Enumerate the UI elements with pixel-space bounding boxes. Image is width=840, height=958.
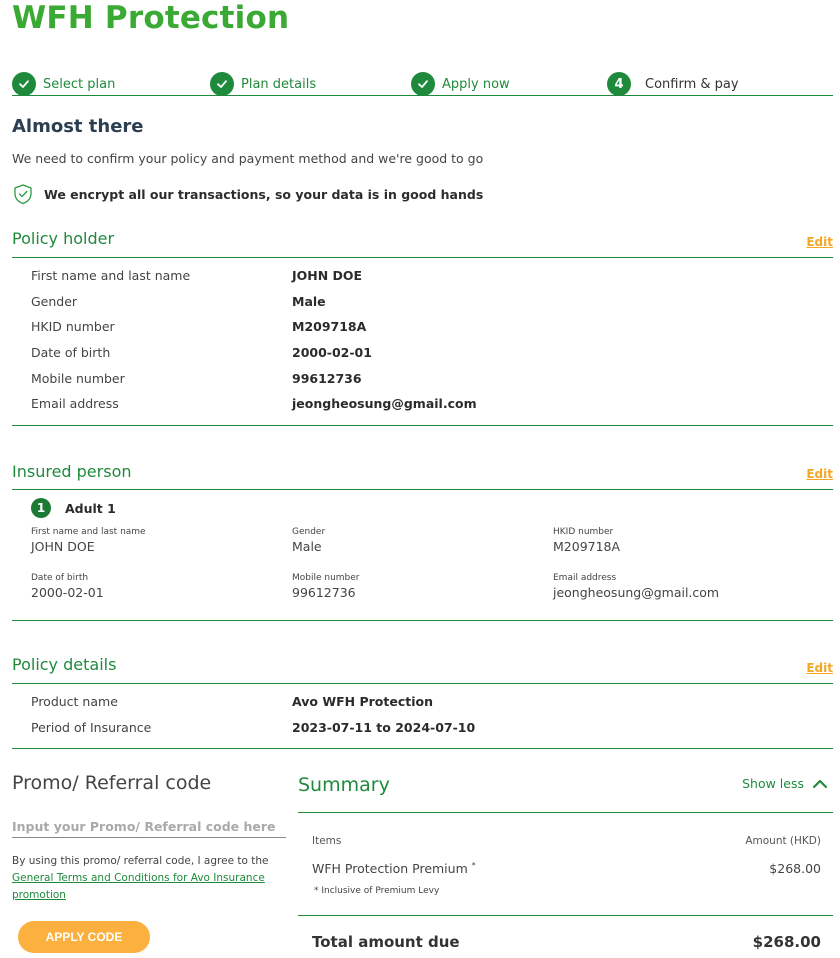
divider [12, 257, 833, 258]
field-value: 2000-02-01 [292, 345, 372, 360]
premium-mark: * [471, 861, 476, 870]
field-label: Mobile number [292, 573, 360, 583]
insured-field [31, 527, 146, 554]
policy-details-row [31, 720, 475, 740]
summary-title: Summary [298, 774, 390, 796]
step-select-plan[interactable] [12, 72, 115, 96]
insured-field [292, 573, 360, 600]
step-confirm-pay [607, 72, 739, 96]
field-value: JOHN DOE [31, 539, 95, 554]
section-heading: Almost there [12, 116, 144, 137]
field-value: 2000-02-01 [31, 585, 104, 600]
encrypt-note-text: We encrypt all our transactions, so your data is in good hands [44, 186, 484, 202]
promo-note-text: By using this promo/ referral code, I agree to the [12, 855, 269, 867]
step-plan-details[interactable] [210, 72, 316, 96]
show-less-toggle[interactable] [742, 776, 828, 791]
divider [298, 915, 833, 916]
field-value: 2023-07-11 to 2024-07-10 [292, 720, 476, 735]
policy-details-title: Policy details [12, 655, 117, 674]
levy-note: * Inclusive of Premium Levy [314, 886, 440, 896]
field-label: HKID number [553, 527, 614, 537]
total-label: Total amount due [312, 933, 460, 951]
field-label: First name and last name [31, 268, 191, 283]
page-title: WFH Protection [12, 0, 290, 36]
divider [12, 425, 833, 426]
field-value: M209718A [292, 319, 367, 334]
insured-person-title: Insured person [12, 462, 132, 481]
field-label: Period of Insurance [31, 720, 152, 735]
field-label: Date of birth [31, 573, 89, 583]
amount-header: Amount (HKD) [745, 835, 821, 847]
step-apply-now[interactable] [411, 72, 510, 96]
insured-field [553, 527, 620, 554]
policy-holder-row [31, 294, 326, 314]
policy-holder-row [31, 371, 362, 391]
field-value: 99612736 [292, 371, 362, 386]
field-value: Male [292, 539, 322, 554]
apply-code-button[interactable]: APPLY CODE [18, 921, 150, 953]
field-value: Male [292, 294, 326, 309]
edit-policy-details-link[interactable]: Edit [806, 661, 833, 675]
field-value: M209718A [553, 539, 621, 554]
step-label: Apply now [442, 76, 510, 92]
page-subtitle: We need to confirm your policy and payment method and we're good to go [12, 151, 484, 166]
check-icon [210, 72, 234, 96]
field-value: 99612736 [292, 585, 356, 600]
shield-check-icon [12, 183, 34, 205]
step-label: Plan details [241, 76, 317, 92]
edit-insured-person-link[interactable]: Edit [806, 467, 833, 481]
premium-label [312, 861, 476, 876]
field-label: Email address [31, 396, 119, 411]
promo-terms-link[interactable]: General Terms and Conditions for Avo Insurance promotion [12, 872, 265, 901]
step-label: Select plan [43, 76, 116, 92]
field-value: jeongheosung@gmail.com [292, 396, 477, 411]
divider [12, 489, 833, 490]
show-less-label: Show less [742, 776, 804, 791]
person-number-badge: 1 [31, 498, 51, 518]
policy-holder-title: Policy holder [12, 229, 115, 248]
divider [12, 683, 833, 684]
divider [298, 812, 833, 813]
field-value: jeongheosung@gmail.com [553, 585, 720, 600]
promo-title: Promo/ Referral code [12, 772, 212, 794]
promo-terms-note [12, 853, 286, 904]
step-number-badge: 4 [607, 72, 631, 96]
chevron-up-icon [812, 778, 828, 790]
check-icon [411, 72, 435, 96]
field-label: First name and last name [31, 527, 146, 537]
field-label: Gender [292, 527, 326, 537]
field-label: Date of birth [31, 345, 111, 360]
field-label: Email address [553, 573, 617, 583]
policy-holder-row [31, 268, 362, 288]
field-label: Gender [31, 294, 78, 309]
policy-holder-row [31, 319, 366, 339]
field-label: HKID number [31, 319, 115, 334]
policy-holder-row [31, 345, 372, 365]
total-amount: $268.00 [752, 933, 821, 951]
field-value: JOHN DOE [292, 268, 363, 283]
insured-field [292, 527, 325, 554]
insured-field [553, 573, 719, 600]
insured-person-header [31, 498, 116, 518]
promo-code-input[interactable] [12, 816, 286, 838]
edit-policy-holder-link[interactable]: Edit [806, 235, 833, 249]
divider [12, 748, 833, 749]
field-label: Product name [31, 694, 118, 709]
check-icon [12, 72, 36, 96]
person-label: Adult 1 [65, 500, 116, 516]
premium-label-text: WFH Protection Premium [312, 861, 468, 877]
field-label: Mobile number [31, 371, 125, 386]
premium-amount: $268.00 [769, 861, 821, 876]
insured-field [31, 573, 104, 600]
policy-details-row [31, 694, 433, 714]
encrypt-note [12, 183, 483, 205]
policy-holder-row [31, 396, 477, 416]
step-label: Confirm & pay [645, 76, 739, 92]
field-value: Avo WFH Protection [292, 694, 433, 709]
divider [12, 620, 833, 621]
items-header: Items [312, 835, 342, 847]
